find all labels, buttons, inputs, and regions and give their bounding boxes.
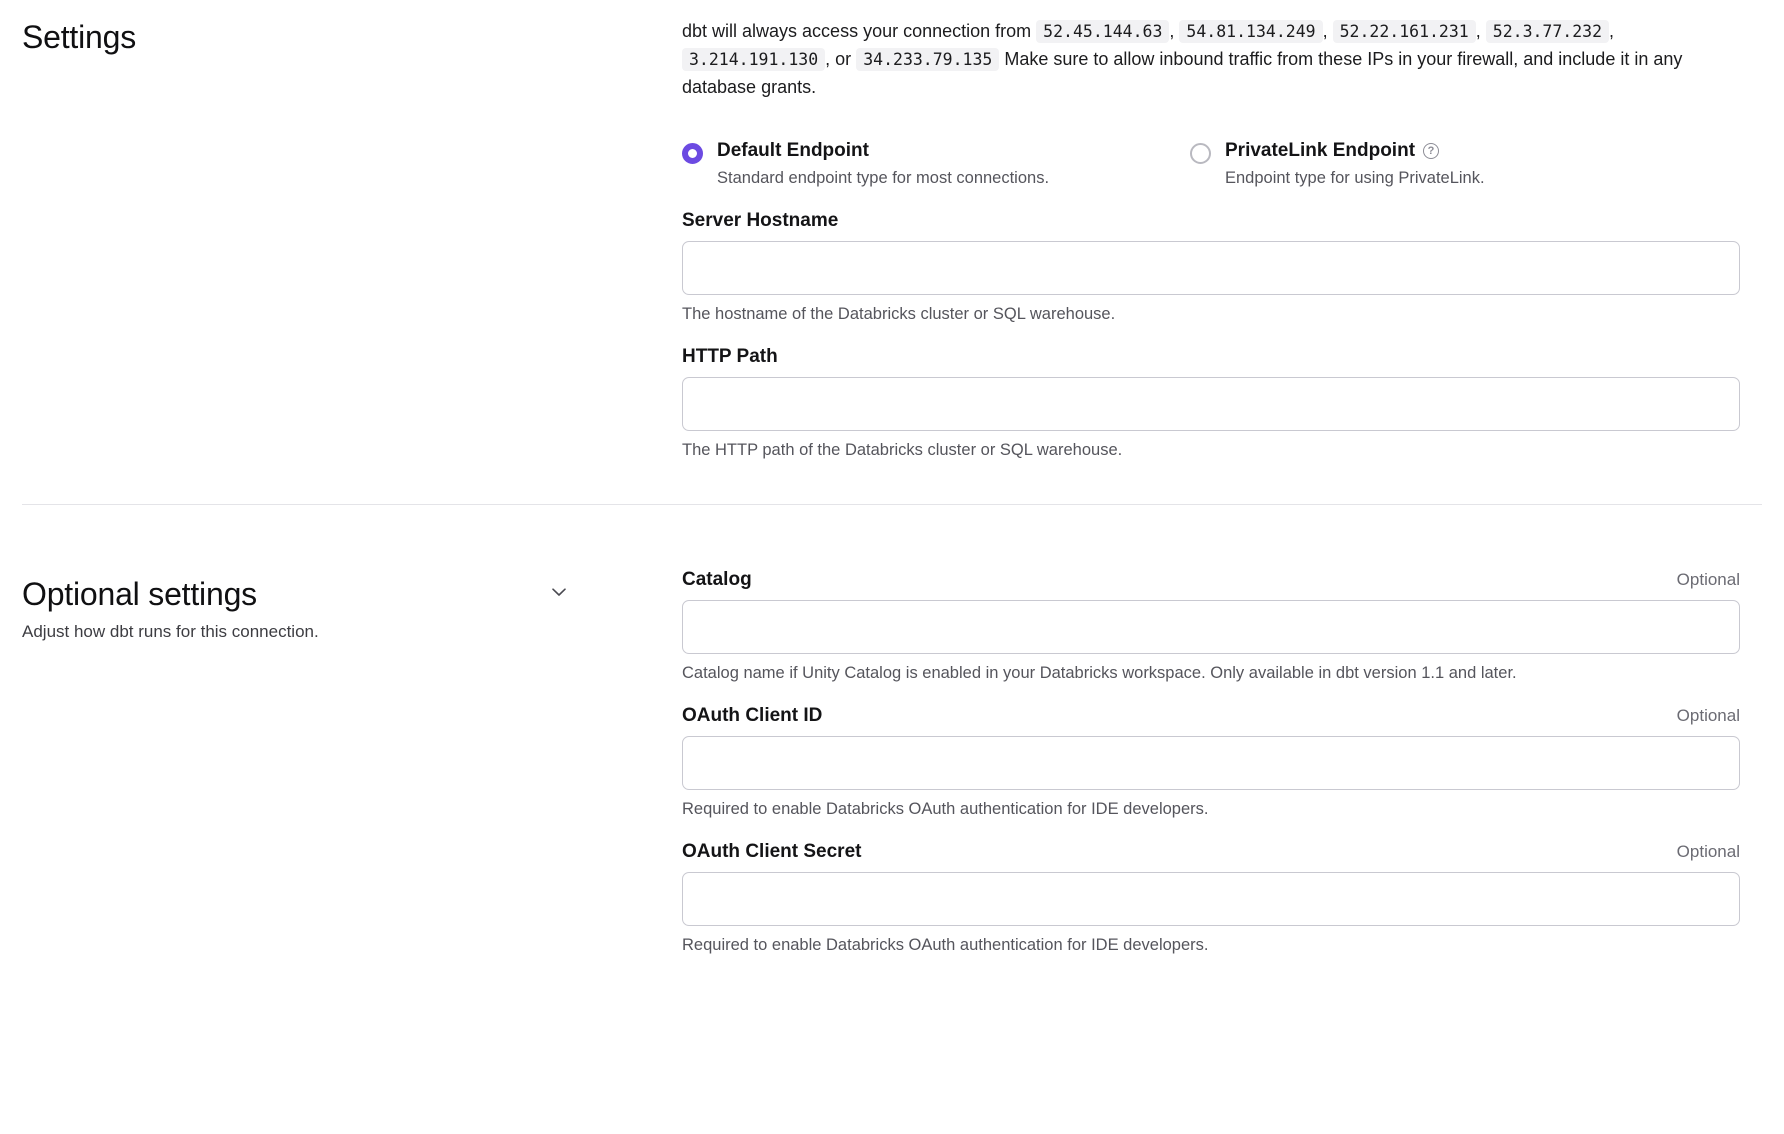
field-catalog-optional-tag: Optional: [1676, 570, 1740, 590]
radio-default-endpoint-control[interactable]: [682, 143, 703, 164]
field-catalog-label: Catalog: [682, 569, 752, 591]
settings-section-header: [22, 0, 682, 56]
ip-chip-5: 3.214.191.130: [682, 48, 825, 71]
field-http-path-hint: The HTTP path of the Databricks cluster or SQL warehouse.: [682, 441, 1123, 460]
field-oauth-client-id-label: OAuth Client ID: [682, 705, 823, 727]
field-oauth-client-secret: [682, 841, 1740, 955]
ip-comma-1: ,: [1169, 21, 1175, 41]
field-catalog-hint: Catalog name if Unity Catalog is enabled in your Databricks workspace. Only available in dbt version 1.1 and later.: [682, 664, 1517, 683]
field-oauth-client-id: [682, 705, 1740, 819]
field-server-hostname-head: [682, 210, 1740, 232]
server-hostname-input[interactable]: [682, 241, 1740, 295]
field-oauth-client-secret-optional-tag: Optional: [1676, 842, 1740, 862]
ip-comma-4: ,: [1609, 21, 1615, 41]
field-oauth-client-id-optional-tag: Optional: [1676, 706, 1740, 726]
field-oauth-client-secret-head: [682, 841, 1740, 863]
field-http-path-head: [682, 346, 1740, 368]
radio-privatelink-endpoint-label: [1225, 140, 1485, 163]
field-oauth-client-secret-label: OAuth Client Secret: [682, 841, 862, 863]
catalog-input[interactable]: [682, 600, 1740, 654]
radio-option-privatelink-endpoint[interactable]: [1190, 140, 1698, 189]
field-server-hostname: [682, 210, 1740, 324]
ip-chip-2: 54.81.134.249: [1179, 20, 1322, 43]
ip-comma-2: ,: [1322, 21, 1328, 41]
field-oauth-client-id-head: [682, 705, 1740, 727]
ip-comma-5: ,: [825, 48, 831, 69]
field-http-path: [682, 346, 1740, 460]
optional-settings-section: [22, 557, 1762, 979]
bottom-spacer: [682, 955, 1740, 979]
field-http-path-label: HTTP Path: [682, 346, 778, 368]
chevron-down-icon[interactable]: [550, 583, 568, 601]
radio-privatelink-endpoint-description: Endpoint type for using PrivateLink.: [1225, 169, 1485, 188]
radio-option-default-endpoint[interactable]: [682, 140, 1190, 189]
field-server-hostname-hint: The hostname of the Databricks cluster or SQL warehouse.: [682, 305, 1116, 324]
radio-privatelink-endpoint-control[interactable]: [1190, 143, 1211, 164]
ip-description-suffix: Make sure to allow inbound traffic from these IPs in your firewall, and include it in any database grants.: [682, 48, 1683, 97]
ip-chip-6: 34.233.79.135: [856, 48, 999, 71]
endpoint-type-radio-group: [682, 140, 1740, 189]
section-divider: [22, 504, 1762, 505]
optional-settings-subtitle: Adjust how dbt runs for this connection.: [22, 621, 319, 641]
ip-description-prefix: dbt will always access your connection from: [682, 21, 1032, 41]
settings-section: [22, 0, 1762, 460]
ip-comma-3: ,: [1475, 21, 1481, 41]
settings-section-body: [682, 0, 1762, 460]
page-title: Settings: [22, 19, 137, 55]
help-icon[interactable]: ?: [1423, 143, 1439, 159]
oauth-client-id-input[interactable]: [682, 736, 1740, 790]
ip-or-word: or: [835, 48, 852, 69]
ip-chip-4: 52.3.77.232: [1486, 20, 1609, 43]
field-server-hostname-label: Server Hostname: [682, 210, 839, 232]
field-oauth-client-secret-hint: Required to enable Databricks OAuth authentication for IDE developers.: [682, 936, 1209, 955]
oauth-client-secret-input[interactable]: [682, 872, 1740, 926]
radio-default-endpoint-text: [717, 140, 1049, 189]
optional-settings-body: [682, 557, 1762, 979]
ip-chip-3: 52.22.161.231: [1333, 20, 1476, 43]
radio-privatelink-endpoint-text: [1225, 140, 1485, 189]
field-oauth-client-id-hint: Required to enable Databricks OAuth authentication for IDE developers.: [682, 800, 1209, 819]
radio-default-endpoint-label: Default Endpoint: [717, 139, 869, 161]
optional-settings-header[interactable]: [22, 557, 682, 641]
optional-settings-title: Optional settings: [22, 576, 257, 613]
radio-default-endpoint-description: Standard endpoint type for most connections.: [717, 169, 1050, 188]
field-catalog-head: [682, 569, 1740, 591]
ip-chip-1: 52.45.144.63: [1036, 20, 1169, 43]
ip-allowlist-description: [682, 18, 1740, 102]
radio-privatelink-endpoint-label-text: PrivateLink Endpoint: [1225, 139, 1416, 161]
field-catalog: [682, 569, 1740, 683]
http-path-input[interactable]: [682, 377, 1740, 431]
